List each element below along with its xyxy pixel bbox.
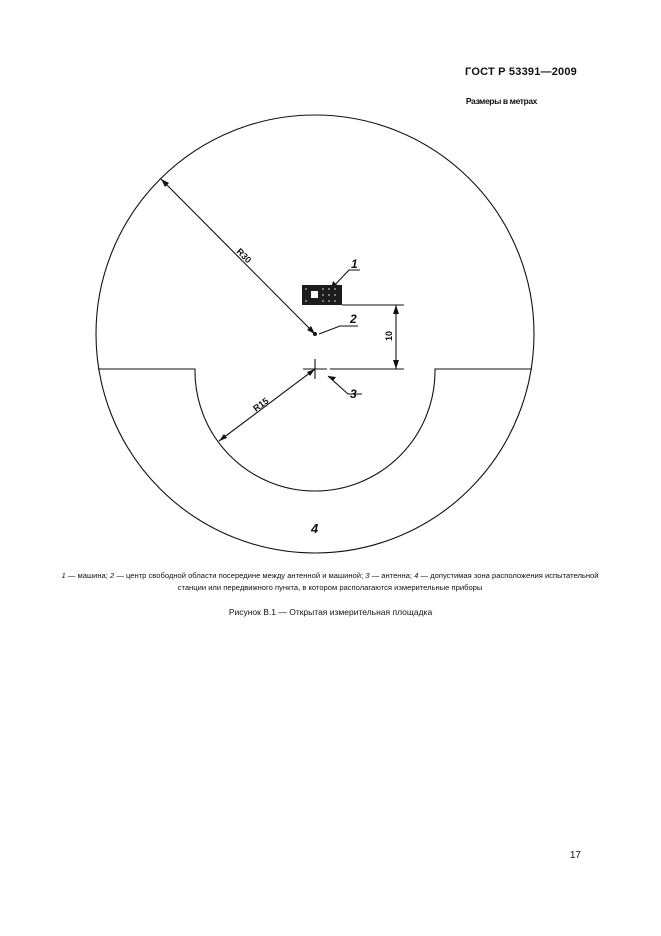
machine-icon [302,285,342,305]
zone-boundary [98,369,532,491]
legend-text-1: — машина; [65,571,110,580]
legend-num-1: 1 [61,571,66,580]
arrow-dim-bottom [393,360,399,369]
figure-caption: Рисунок В.1 — Открытая измерительная площадка [228,607,433,617]
legend-num-4: 4 [414,571,419,580]
zone-number-4: 4 [311,521,319,536]
leader-line-2 [319,326,358,334]
callout-number-1: 1 [351,257,358,271]
vertical-dimension-label: 10 [384,330,394,341]
legend-text-3: — антенна; [369,571,415,580]
callout-number-2: 2 [350,312,357,326]
callout-number-3: 3 [350,387,357,401]
center-point [313,332,317,336]
arrow-dim-top [393,305,399,314]
document-standard-number: ГОСТ Р 53391—2009 [465,66,577,78]
arrow-r15-outer [219,434,227,441]
legend-text-2: — центр свободной области посередине между антенной и машиной; [114,571,366,580]
legend-num-3: 3 [365,571,370,580]
small-radius-label: R15 [251,395,271,414]
legend-text-4: — допустимая зона расположения испытательной станции или передвижного пункта, в котором располагаются измерительные приборы [177,571,599,592]
large-radius-label: R30 [234,246,254,266]
arrow-r15-center [307,369,315,376]
legend-num-2: 2 [109,571,115,580]
page-number: 17 [569,850,581,861]
figure-legend [55,570,605,594]
units-note: Размеры в метрах [465,96,537,106]
